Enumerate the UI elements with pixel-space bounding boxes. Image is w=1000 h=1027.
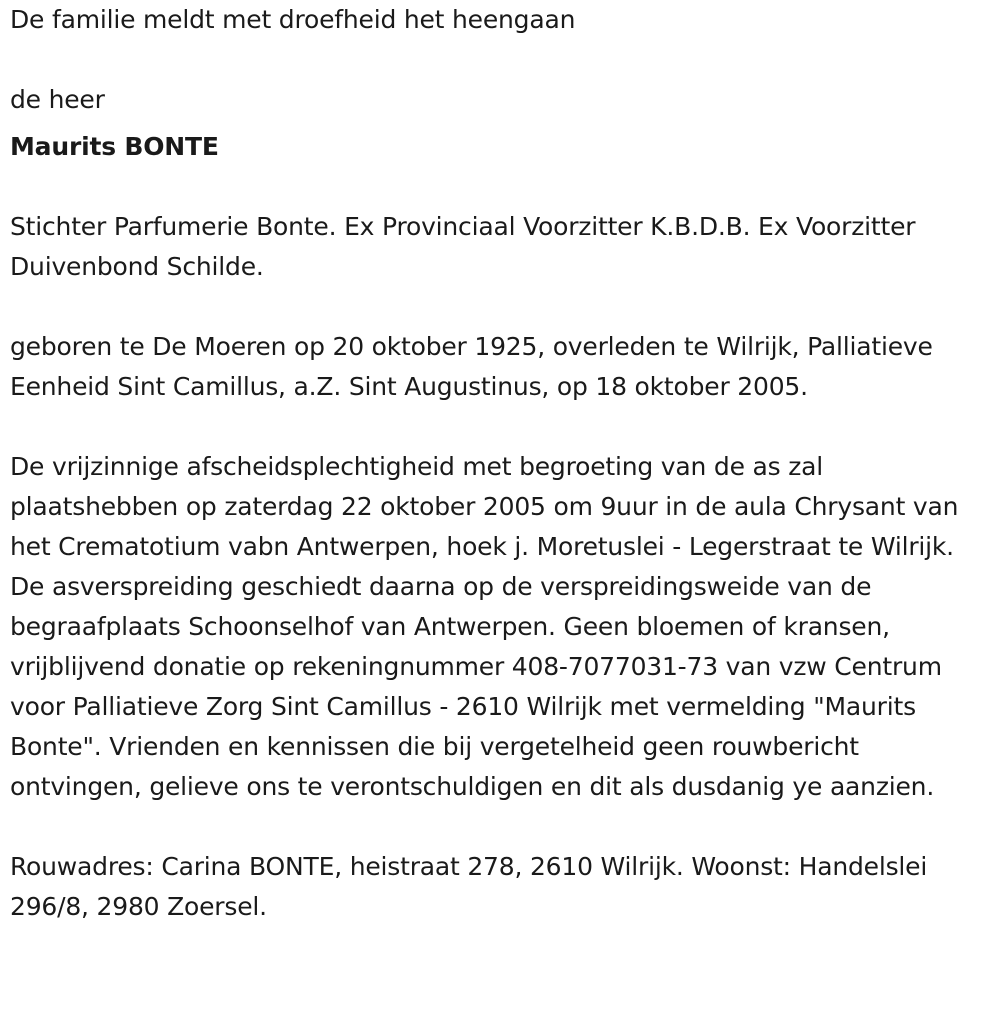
spacer bbox=[10, 287, 995, 327]
ceremony-paragraph: De vrijzinnige afscheidsplechtigheid met begroeting van de as zal plaatshebben op zaterdag 22 oktober 2005 om 9uur in de aula Chrysant van het Crematotium vabn Antwerpen, hoek j. Moretuslei - Legerstraat te Wilrijk. De asverspreiding geschiedt daarna op de verspreidingsweide van de begraafplaats Schoonselhof van Antwerpen. Geen bloemen of kransen, vrijblijvend donatie op rekeningnummer 408-7077031-73 van vzw Centrum voor Palliatieve Zorg Sint Camillus - 2610 Wilrijk met vermelding "Maurits Bonte". Vrienden en kennissen die bij vergetelheid geen rouwbericht ontvingen, gelieve ons te verontschuldigen en dit als dusdanig ye aanzien. bbox=[10, 452, 959, 801]
spacer bbox=[10, 407, 995, 447]
salutation: de heer bbox=[10, 85, 105, 114]
titles-paragraph: Stichter Parfumerie Bonte. Ex Provinciaal Voorzitter K.B.D.B. Ex Voorzitter Duivenbond Schilde. bbox=[10, 212, 916, 281]
spacer bbox=[10, 167, 995, 207]
obituary-notice bbox=[10, 0, 995, 927]
deceased-name: Maurits BONTE bbox=[10, 132, 219, 161]
spacer bbox=[10, 120, 995, 127]
intro-line: De familie meldt met droefheid het heengaan bbox=[10, 5, 576, 34]
spacer bbox=[10, 40, 995, 80]
spacer bbox=[10, 807, 995, 847]
birth-death-paragraph: geboren te De Moeren op 20 oktober 1925, overleden te Wilrijk, Palliatieve Eenheid Sint Camillus, a.Z. Sint Augustinus, op 18 oktober 2005. bbox=[10, 332, 933, 401]
address-paragraph: Rouwadres: Carina BONTE, heistraat 278, 2610 Wilrijk. Woonst: Handelslei 296/8, 2980 Zoersel. bbox=[10, 852, 928, 921]
